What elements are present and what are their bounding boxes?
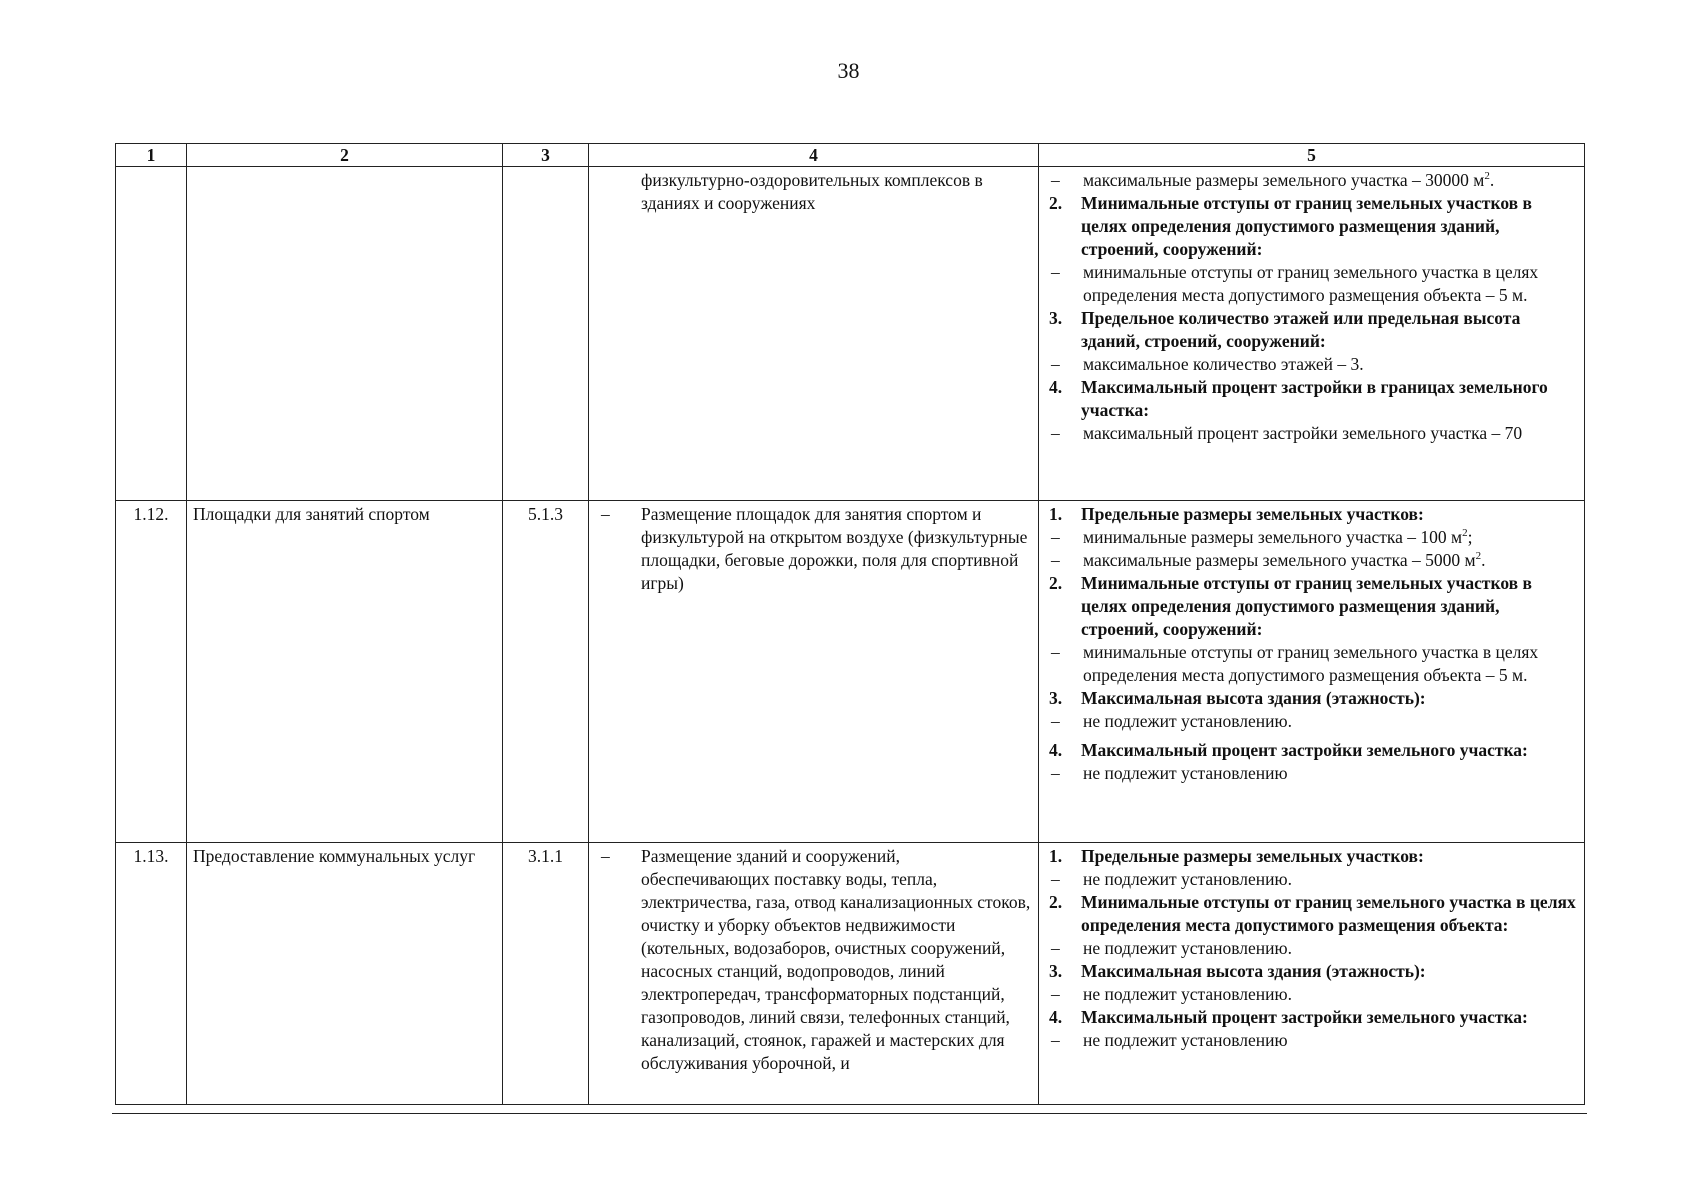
parameter-marker: – [1051, 642, 1060, 662]
parameter-marker: 3. [1049, 688, 1063, 708]
parameter-text [1081, 307, 1580, 353]
parameter-text [1081, 687, 1580, 710]
parameter-text-body: не подлежит установлению. [1083, 711, 1292, 731]
parameter-text [1081, 845, 1580, 868]
parameter-marker: – [1051, 354, 1060, 374]
header-cell: 5 [1039, 144, 1585, 167]
parameter-marker: – [1051, 984, 1060, 1004]
parameter-text [1081, 503, 1580, 526]
parameter-text [1081, 739, 1580, 762]
land-use-code-cell [503, 167, 589, 501]
parameter-text-body: Максимальный процент застройки земельного участка: [1081, 1007, 1528, 1027]
parameter-value [1049, 526, 1580, 549]
parameters-cell [1039, 843, 1585, 1105]
parameter-text-body: минимальные отступы от границ земельного участка в целях определения места допустимого размещения объекта – 5 м. [1083, 642, 1539, 685]
parameter-text-body: не подлежит установлению. [1083, 938, 1292, 958]
parameter-marker: – [1051, 938, 1060, 958]
parameter-text-body: Предельное количество этажей или предельная высота зданий, строений, сооружений: [1081, 308, 1521, 351]
parameter-heading [1049, 891, 1580, 937]
parameter-marker: 4. [1049, 1007, 1063, 1027]
parameter-text-body: Предельные размеры земельных участков: [1081, 504, 1424, 524]
parameter-marker: – [1051, 170, 1060, 190]
parameter-marker: 3. [1049, 308, 1063, 328]
parameter-marker: 4. [1049, 377, 1063, 397]
parameter-marker: – [1051, 763, 1060, 783]
parameter-text [1083, 422, 1580, 445]
parameter-value [1049, 641, 1580, 687]
parameter-heading [1049, 739, 1580, 762]
parameter-text [1081, 572, 1580, 641]
parameter-text [1081, 960, 1580, 983]
regulations-table [115, 143, 1585, 1105]
parameter-marker: 2. [1049, 193, 1063, 213]
parameter-text-body: максимальные размеры земельного участка – 5000 м [1083, 550, 1476, 570]
parameter-value [1049, 710, 1580, 733]
parameter-marker: 4. [1049, 740, 1063, 760]
parameter-text-body: Предельные размеры земельных участков: [1081, 846, 1424, 866]
parameter-text-body: не подлежит установлению. [1083, 869, 1292, 889]
description-cell [589, 167, 1039, 501]
page-number: 38 [837, 58, 860, 83]
parameters-cell [1039, 501, 1585, 843]
land-use-name-cell: Предоставление коммунальных услуг [187, 843, 503, 1105]
parameter-value [1049, 261, 1580, 307]
parameter-text-body: не подлежит установлению. [1083, 984, 1292, 1004]
parameter-heading [1049, 376, 1580, 422]
superscript: 2 [1462, 527, 1468, 540]
parameter-heading [1049, 1006, 1580, 1029]
description-dash [601, 169, 641, 215]
parameter-heading [1049, 307, 1580, 353]
parameter-text [1083, 549, 1580, 572]
parameter-marker: 1. [1049, 846, 1063, 866]
parameter-text-body: не подлежит установлению [1083, 1030, 1288, 1050]
parameter-text [1083, 169, 1580, 192]
parameter-text-body: Минимальные отступы от границ земельного участка в целях определения места допустимого размещения объекта: [1081, 892, 1576, 935]
punctuation: . [1481, 550, 1486, 570]
parameter-text-body: Минимальные отступы от границ земельных участков в целях определения допустимого размещения зданий, строений, сооружений: [1081, 193, 1532, 259]
parameter-marker: – [1051, 527, 1060, 547]
parameter-text [1083, 983, 1580, 1006]
description-text: Размещение площадок для занятия спортом и физкультурой на открытом воздухе (физкультурные площадки, беговые дорожки, поля для спортивной игры) [641, 504, 1028, 593]
parameter-marker: 1. [1049, 504, 1063, 524]
parameter-text-body: максимальные размеры земельного участка – 30000 м [1083, 170, 1485, 190]
parameter-text [1083, 641, 1580, 687]
parameter-value [1049, 549, 1580, 572]
punctuation: ; [1467, 527, 1473, 547]
parameter-marker: – [1051, 1030, 1060, 1050]
header-cell: 3 [503, 144, 589, 167]
parameter-text [1083, 937, 1580, 960]
parameter-text-body: минимальные отступы от границ земельного участка в целях определения места допустимого размещения объекта – 5 м. [1083, 262, 1539, 305]
row-number-cell [116, 167, 187, 501]
parameter-marker: – [1051, 262, 1060, 282]
land-use-name-cell: Площадки для занятий спортом [187, 501, 503, 843]
parameter-text [1081, 891, 1580, 937]
header-cell: 4 [589, 144, 1039, 167]
description-cell [589, 843, 1039, 1105]
parameter-value [1049, 983, 1580, 1006]
parameter-marker: – [1051, 869, 1060, 889]
parameter-text [1083, 526, 1580, 549]
header-cell: 2 [187, 144, 503, 167]
superscript: 2 [1475, 550, 1482, 563]
parameter-heading [1049, 192, 1580, 261]
parameter-text-body: минимальные размеры земельного участка – 100 м [1083, 527, 1463, 547]
table-row [116, 167, 1585, 501]
parameter-text [1081, 192, 1580, 261]
parameter-value [1049, 422, 1580, 445]
parameter-heading [1049, 845, 1580, 868]
parameter-text-body: Максимальная высота здания (этажность): [1081, 961, 1426, 981]
description-text: Размещение зданий и сооружений, обеспечивающих поставку воды, тепла, электричества, газа, отвод канализационных стоков, очистку и уборку объектов недвижимости (котельных, водозаборов, очистных сооружений, насосных станций, водопроводов, линий электропередач, трансформаторных подстанций, газопроводов, линий связи, телефонных станций, канализаций, стоянок, гаражей и мастерских для обслуживания уборочной, и [641, 846, 1031, 1073]
parameter-text [1083, 261, 1580, 307]
parameter-marker: 2. [1049, 573, 1063, 593]
parameter-value [1049, 169, 1580, 192]
parameters-cell [1039, 167, 1585, 501]
parameter-heading [1049, 503, 1580, 526]
parameter-text-body: максимальное количество этажей – 3. [1083, 354, 1364, 374]
parameter-text [1083, 1029, 1580, 1052]
parameter-heading [1049, 572, 1580, 641]
parameter-text-body: не подлежит установлению [1083, 763, 1288, 783]
punctuation: . [1489, 170, 1495, 190]
parameter-text-body: максимальный процент застройки земельного участка – 70 [1083, 423, 1523, 443]
parameter-text [1081, 1006, 1580, 1029]
parameter-marker: – [1051, 711, 1060, 731]
land-use-name-cell [187, 167, 503, 501]
description-text: физкультурно-оздоровительных комплексов в зданиях и сооружениях [641, 170, 983, 213]
parameter-text-body: Максимальная высота здания (этажность): [1081, 688, 1426, 708]
header-row [116, 144, 1585, 167]
parameter-text [1083, 353, 1580, 376]
row-number-cell: 1.12. [116, 501, 187, 843]
parameter-text-body: Максимальный процент застройки земельного участка: [1081, 740, 1528, 760]
description-cell [589, 501, 1039, 843]
table-row [116, 501, 1585, 843]
parameter-text-body: Минимальные отступы от границ земельных участков в целях определения допустимого размещения зданий, строений, сооружений: [1081, 573, 1532, 639]
parameter-marker: 3. [1049, 961, 1063, 981]
header-cell: 1 [116, 144, 187, 167]
parameter-value [1049, 353, 1580, 376]
superscript: 2 [1484, 170, 1490, 183]
parameter-marker: 2. [1049, 892, 1063, 912]
parameter-heading [1049, 960, 1580, 983]
parameter-text-body: Максимальный процент застройки в границах земельного участка: [1081, 377, 1548, 420]
land-use-code-cell: 3.1.1 [503, 843, 589, 1105]
parameter-text [1081, 376, 1580, 422]
parameter-text [1083, 710, 1580, 733]
parameter-text [1083, 868, 1580, 891]
parameter-value [1049, 937, 1580, 960]
parameter-value [1049, 762, 1580, 785]
parameter-text [1083, 762, 1580, 785]
row-number-cell: 1.13. [116, 843, 187, 1105]
parameter-marker: – [1051, 423, 1060, 443]
description-dash: – [601, 846, 610, 866]
parameter-value [1049, 1029, 1580, 1052]
land-use-code-cell: 5.1.3 [503, 501, 589, 843]
table-row [116, 843, 1585, 1105]
description-dash: – [601, 504, 610, 524]
footer-rule [112, 1113, 1587, 1114]
parameter-heading [1049, 687, 1580, 710]
parameter-value [1049, 868, 1580, 891]
parameter-marker: – [1051, 550, 1060, 570]
